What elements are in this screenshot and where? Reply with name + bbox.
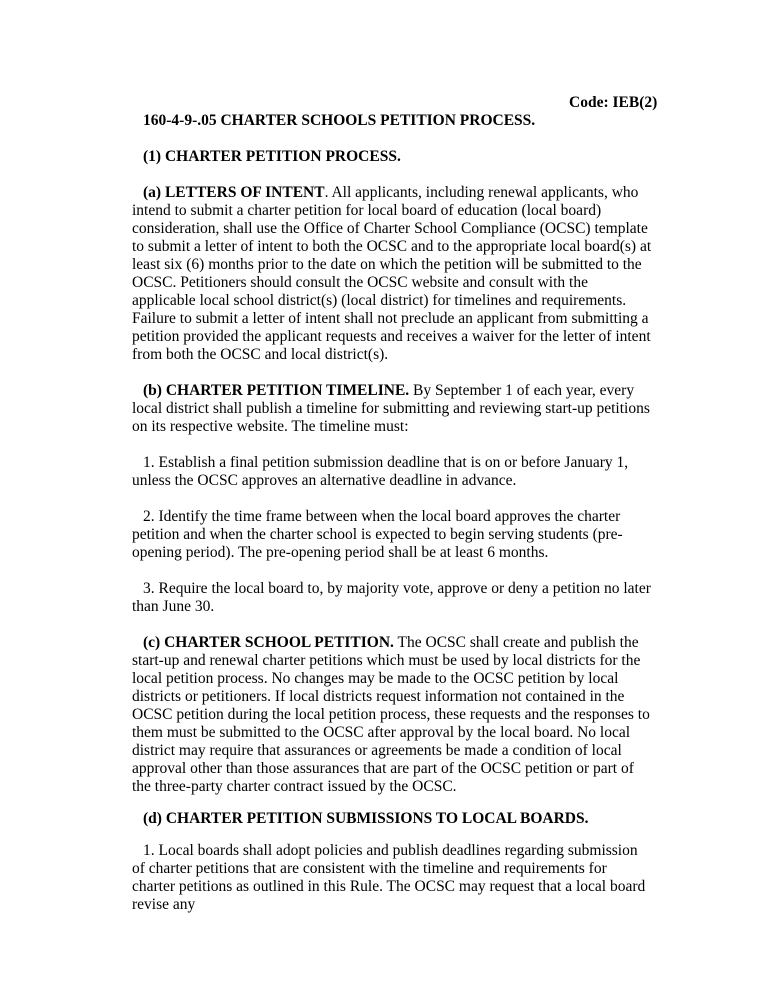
paragraph-lead: (c) CHARTER SCHOOL PETITION. — [143, 634, 394, 651]
paragraph-text: . All applicants, including renewal applicants, who intend to submit a charter petition for local board of education (local board) consideration, shall use the Office of Charter School Compliance (OCSC) template to submit a letter of intent to both the OCSC and to the appropriate local board(s) at least six (6) months prior to the date on which the petition will be submitted to the OCSC. Petitioners should consult the OCSC website and consult with the applicable local school district(s) (local district) for timelines and requirements. Failure to submit a letter of intent shall not preclude an applicant from submitting a petition provided the applicant requests and receives a waiver for the letter of intent from both the OCSC and local district(s). — [132, 184, 652, 363]
paragraph-lead: (a) LETTERS OF INTENT — [143, 184, 325, 201]
document-title: 160-4-9-.05 CHARTER SCHOOLS PETITION PROCESS. — [143, 112, 536, 129]
paragraph-letters-of-intent — [132, 184, 652, 364]
paragraph-lead: (b) CHARTER PETITION TIMELINE. — [143, 382, 410, 399]
document-body — [132, 184, 652, 932]
paragraph-heading-submissions: (d) CHARTER PETITION SUBMISSIONS TO LOCAL BOARDS. — [143, 810, 589, 827]
paragraph-school-petition — [132, 634, 652, 796]
paragraph-text: By September 1 of each year, every local district shall publish a timeline for submitting and reviewing start-up petitions on its respective website. The timeline must: — [132, 382, 650, 435]
list-item-2: 2. Identify the time frame between when the local board approves the charter petition and when the charter school is expected to begin serving students (pre-opening period). The pre-opening period shall be at least 6 months. — [132, 508, 623, 561]
section-heading: (1) CHARTER PETITION PROCESS. — [143, 148, 401, 165]
list-item-1: 1. Establish a final petition submission deadline that is on or before January 1, unless the OCSC approves an alternative deadline in advance. — [132, 454, 629, 489]
list-item-3: 3. Require the local board to, by majority vote, approve or deny a petition no later than June 30. — [132, 580, 651, 615]
paragraph-text: The OCSC shall create and publish the start-up and renewal charter petitions which must be used by local districts for the local petition process. No changes may be made to the OCSC petition by local districts or petitioners. If local districts request information not contained in the OCSC petition during the local petition process, these requests and the responses to them must be submitted to the OCSC after approval by the local board. No local district may require that assurances or agreements be made a condition of local approval other than those assurances that are part of the OCSC petition or part of the three-party charter contract issued by the OCSC. — [132, 634, 650, 795]
paragraph-petition-timeline — [132, 382, 652, 436]
document-code: Code: IEB(2) — [569, 94, 658, 111]
list-item-d1: 1. Local boards shall adopt policies and publish deadlines regarding submission of charter petitions that are consistent with the timeline and requirements for charter petitions as outlined in this Rule. The OCSC may request that a local board revise any — [132, 842, 646, 913]
